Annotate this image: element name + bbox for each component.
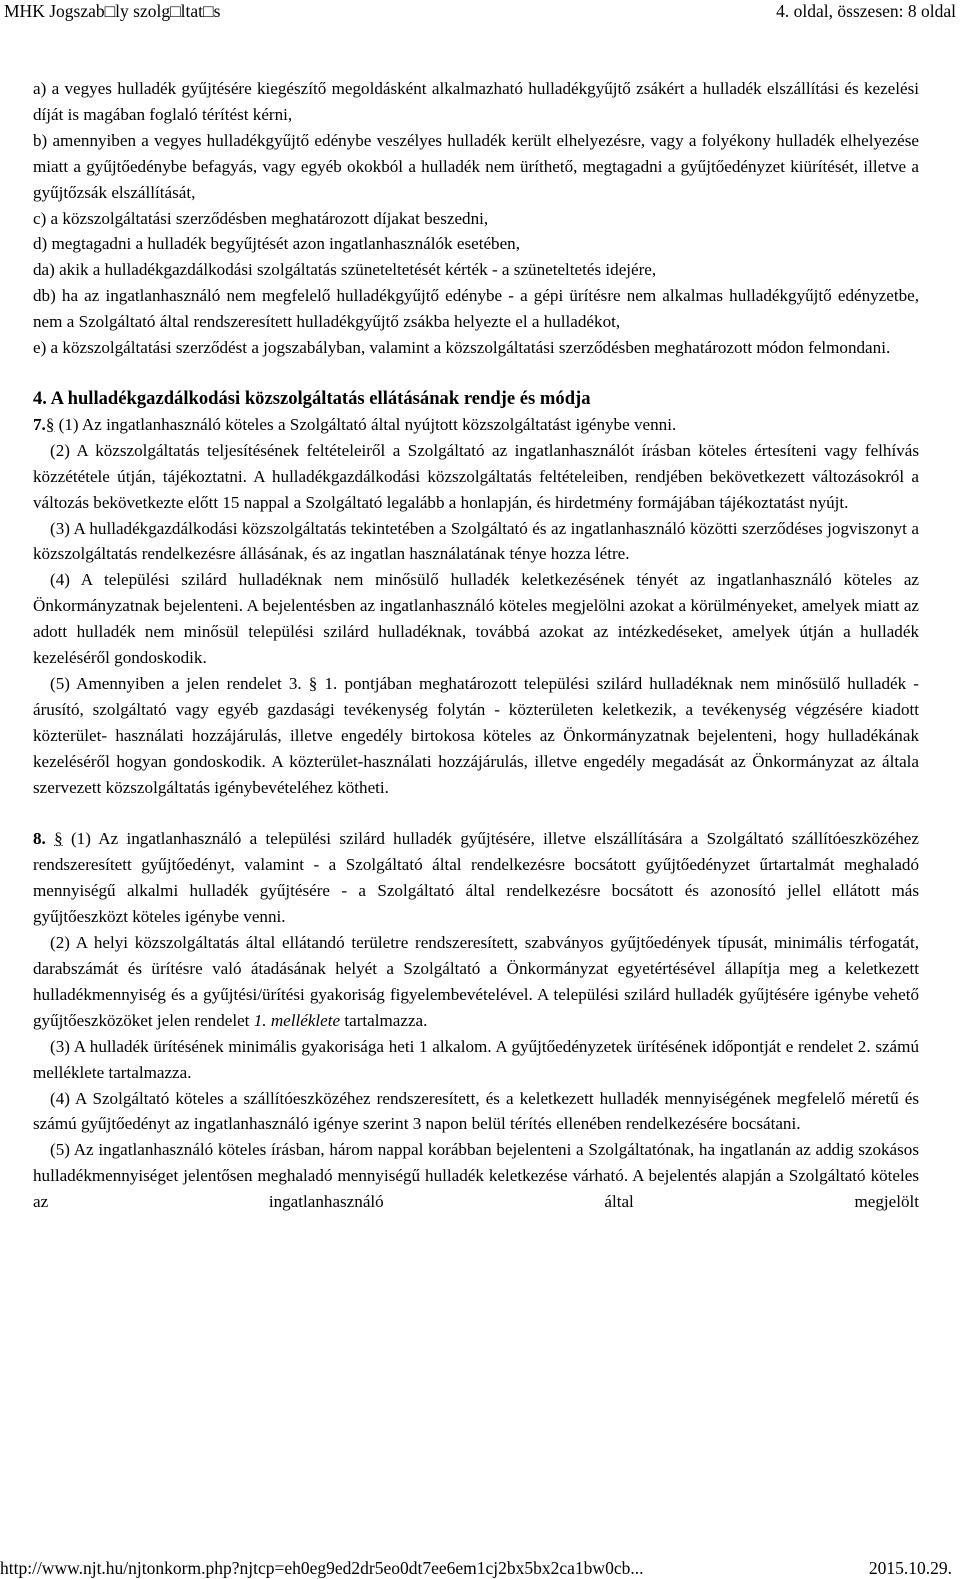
paragraph-8-3: (3) A hulladék ürítésének minimális gyakorisága heti 1 alkalom. A gyűjtőedényzetek ürítésének időpontját e rendelet 2. számú melléklete tartalmazza. [33,1036,919,1082]
source-url: http://www.njt.hu/njtonkorm.php?njtcp=eh0eg9ed2dr5eo0dt7ee6em1cj2bx5bx2ca1bw0cb... [0,1558,644,1578]
paragraph-7-5: (5) Amennyiben a jelen rendelet 3. § 1. pontjában meghatározott települési szilárd hulladéknak nem minősülő hulladék - árusító, szolgáltató vagy egyéb gazdasági tevékenység folytán - közterületen keletkezik, a tevékenység végzésére kiadott közterület- használati hozzájárulás, illetve engedély birtokosa köteles az Önkormányzatnak bejelenteni, hogy hulladékának kezeléséről hogyan gondoskodik. A közterület-használati hozzájárulás, illetve engedély megadását az Önkormányzat az általa szervezett közszolgáltatás igénybevételéhez kötheti. [33,673,919,797]
paragraph-8-4: (4) A Szolgáltató köteles a szállítóeszközéhez rendszeresített, és a keletkezett hulladék mennyiségének megfelelő méretű és számú gyűjtőedényt az ingatlanhasználó igénye szerint 3 napon belül térítés ellenében rendelkezésére bocsátani. [33,1088,919,1134]
clause-d: d) megtagadni a hulladék begyűjtését azon ingatlanhasználók esetében, [33,234,520,254]
paragraph-8-2-text: (2) A helyi közszolgáltatás által ellátandó területre rendszeresített, szabványos gyűjtőedények típusát, minimális térfogatát, darabszámát és ürítésre való átadásának helyét a Szolgáltató a Önkormányzat egyetértésével állapítja meg a keletkezett hulladékmennyiség és a gyűjtési/ürítési gyakoriság figyelembevételével. A települési szilárd hulladék gyűjtésére igénybe vehető gyűjtőeszközöket jelen rendelet [33,933,919,1030]
paragraph-7-2: (2) A közszolgáltatás teljesítésének feltételeiről a Szolgáltató az ingatlanhasználót írásban köteles értesíteni vagy felhívás közzététele útján, tájékoztatni. A hulladékgazdálkodási közszolgáltatás feltételeiben, rendjében bekövetkezett változásokról a változás bekövetkezte előtt 15 nappal a Szolgáltató legalább a honlapján, és hirdetmény formájában tájékoztatást nyújt. [33,440,919,512]
section-number-8: 8. [33,829,46,849]
paragraph-8-2-end: tartalmazza. [340,1010,428,1030]
section-sign-link-7[interactable]: § [45,414,55,434]
page-indicator: 4. oldal, összesen: 8 oldal [776,1,956,21]
section-sign-link-8[interactable]: § [54,829,63,849]
paragraph-8-1-text: (1) Az ingatlanhasználó a települési szilárd hulladék gyűjtésére, illetve elszállítására a Szolgáltató szállítóeszközéhez rendszeresített gyűjtőedényt, valamint - a Szolgáltató által rendelkezésre bocsátott gyűjtőedényzet űrtartalmát meghaladó mennyiségű alkalmi hulladék gyűjtésére - a Szolgáltató által rendelkezésre bocsátott és azonosító jellel ellátott más gyűjtőeszközt köteles igénybe venni. [33,829,919,927]
document-body [33,76,919,1215]
clause-b: b) amennyiben a vegyes hulladékgyűjtő edénybe veszélyes hulladék került elhelyezésre, vagy a folyékony hulladék elhelyezése miatt a gyűjtőedénybe befagyás, vagy egyéb okokból a hulladék nem üríthető, megtagadni a gyűjtőedényzet kiürítését, illetve a gyűjtőzsák elszállítását, [33,130,919,202]
paragraph-7-3: (3) A hulladékgazdálkodási közszolgáltatás tekintetében a Szolgáltató és az ingatlanhasználó közötti szerződéses jogviszonyt a közszolgáltatás rendelkezésre állásának, és az ingatlan használatának ténye hozza létre. [33,518,919,564]
clause-a: a) a vegyes hulladék gyűjtésére kiegészítő megoldásként alkalmazható hulladékgyűjtő zsákért a hulladék elszállítási és kezelési díját is magában foglaló térítést kérni, [33,79,919,124]
clause-e: e) a közszolgáltatási szerződést a jogszabályban, valamint a közszolgáltatási szerződésben meghatározott módon felmondani. [33,338,891,358]
section-heading: 4. A hulladékgazdálkodási közszolgáltatás ellátásának rendje és módja [33,387,591,409]
paragraph-8-1 [33,826,919,930]
clause-c: c) a közszolgáltatási szerződésben meghatározott díjakat beszedni, [33,208,489,228]
section-number-7: 7. [33,414,46,434]
clause-da: da) akik a hulladékgazdálkodási szolgáltatás szüneteltetését kérték - a szüneteltetés idejére, [33,260,657,280]
paragraph-7-1 [33,412,919,438]
paragraph-8-2 [33,930,919,1034]
paragraph-7-1-text: (1) Az ingatlanhasználó köteles a Szolgáltató által nyújtott közszolgáltatást igénybe venni. [54,414,677,434]
print-date: 2015.10.29. [868,1558,952,1578]
annex-reference: 1. melléklete [253,1010,341,1030]
clause-db: db) ha az ingatlanhasználó nem megfelelő hulladékgyűjtő edénybe - a gépi ürítésre nem alkalmas hulladékgyűjtő edényzetbe, nem a Szolgáltató által rendszeresített hulladékgyűjtő zsákba helyezte el a hulladékot, [33,286,919,332]
paragraph-8-5: (5) Az ingatlanhasználó köteles írásban, három nappal korábban bejelenteni a Szolgáltatónak, ha ingatlanán az addig szokásos hulladékmennyiséget jelentősen meghaladó mennyiségű hulladék keletkezése várható. A bejelentés alapján a Szolgáltató köteles az ingatlanhasználó által megjelölt [33,1140,919,1212]
document-header-title: MHK Jogszab□ly szolg□ltat□s [4,1,221,21]
paragraph-7-4: (4) A települési szilárd hulladéknak nem minősülő hulladék keletkezésének tényét az ingatlanhasználó köteles az Önkormányzatnak bejelenteni. A bejelentésben az ingatlanhasználó köteles megjelölni azokat a körülményeket, amelyek miatt az adott hulladék nem minősül települési szilárd hulladéknak, továbbá azokat az intézkedéseket, amelyek útján a hulladék kezeléséről gondoskodik. [33,570,919,668]
